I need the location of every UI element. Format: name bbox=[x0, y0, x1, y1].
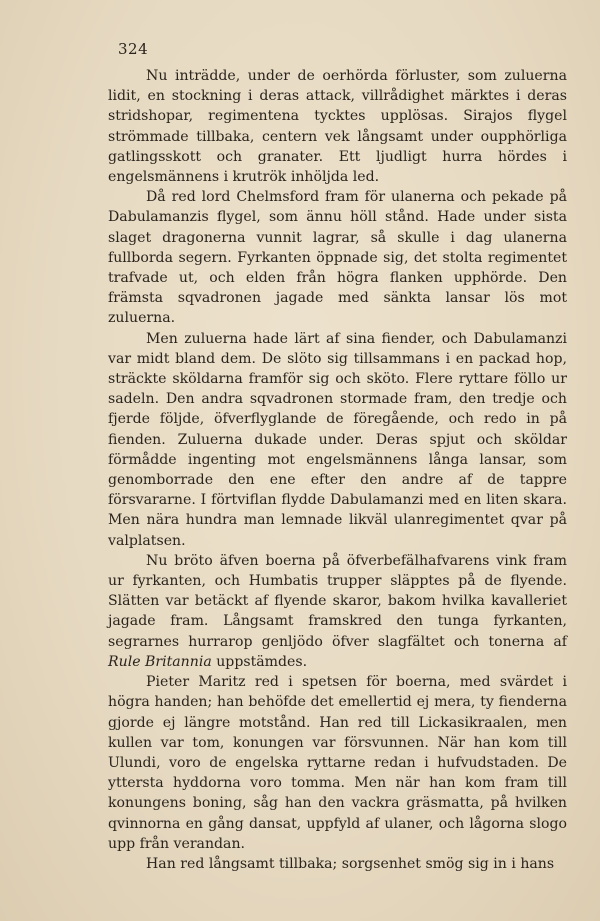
italic-title: Rule Britannia bbox=[108, 653, 212, 670]
paragraph-6: Han red långsamt tillbaka; sorgsenhet smög sig in i hans bbox=[146, 855, 555, 872]
paragraph-5: Pieter Maritz red i spetsen för boerna, med svärdet i högra handen; han behöfde det emellertid ej mera, ty fienderna gjorde ej längre motstånd. Han red till Lickasikraalen, men kullen var tom, konungen var försvunnen. När han kom till Ulundi, voro de engelska ryttarne redan i hufvudstaden. De yttersta hyddorna voro tomma. Men när han kom fram till konungens boning, såg han den vackra gräsmatta, på hvilken qvinnorna en gång dansat, uppfyld af ulaner, och lågorna slogo upp från verandan. bbox=[108, 674, 567, 852]
paragraph-3: Men zuluerna hade lärt af sina fiender, och Dabulamanzi var midt bland dem. De slöto sig tillsammans i en packad hop, sträckte sköldarna framför sig och sköto. Flere ryttare föllo ur sadeln. Den andra sqvadronen stormade fram, den tredje och fjerde följde, öfverflyglande de föregående, och redo in på fienden. Zuluerna dukade under. Deras spjut och sköldar förmådde ingenting mot engelsmännens långa lansar, som genomborrade den ene efter den andre af de tappre försvararne. I förtviflan flydde Dabulamanzi med en liten skara. Men nära hundra man lemnade likväl ulanregimentet qvar på valplatsen. bbox=[108, 330, 567, 549]
body-text bbox=[108, 66, 567, 874]
paragraph-4: Nu bröto äfven boerna på öfverbefälhafvarens vink fram ur fyrkanten, och Humbatis trupper släpptes på de flyende. Slätten var betäckt af flyende skaror, bakom hvilka kavalleriet jagade fram. Långsamt framskred den tunga fyrkanten, segrarnes hurrarop genljödo öfver slagfältet och tonerna af Rule Britannia uppstämdes. bbox=[108, 552, 567, 670]
page-number: 324 bbox=[118, 40, 149, 58]
paragraph-2: Då red lord Chelmsford fram för ulanerna och pekade på Dabulamanzis flygel, som ännu höll stånd. Hade under sista slaget dragonerna vunnit lagrar, så skulle i dag ulanerna fullborda segern. Fyrkanten öppnade sig, det stolta regimentet trafvade ut, och elden från högra flanken upphörde. Den främsta sqvadronen jagade med sänkta lansar lös mot zuluerna. bbox=[108, 189, 567, 327]
paragraph-1: Nu inträdde, under de oerhörda förluster, som zuluerna lidit, en stockning i deras attack, villrådighet märktes i deras stridshopar, regimentena tycktes upplösas. Sirajos flygel strömmade tillbaka, centern vek långsamt under oupphörliga gatlingsskott och granater. Ett ljudligt hurra hördes i engelsmännens i krutrök inhöljda led. bbox=[108, 68, 567, 186]
